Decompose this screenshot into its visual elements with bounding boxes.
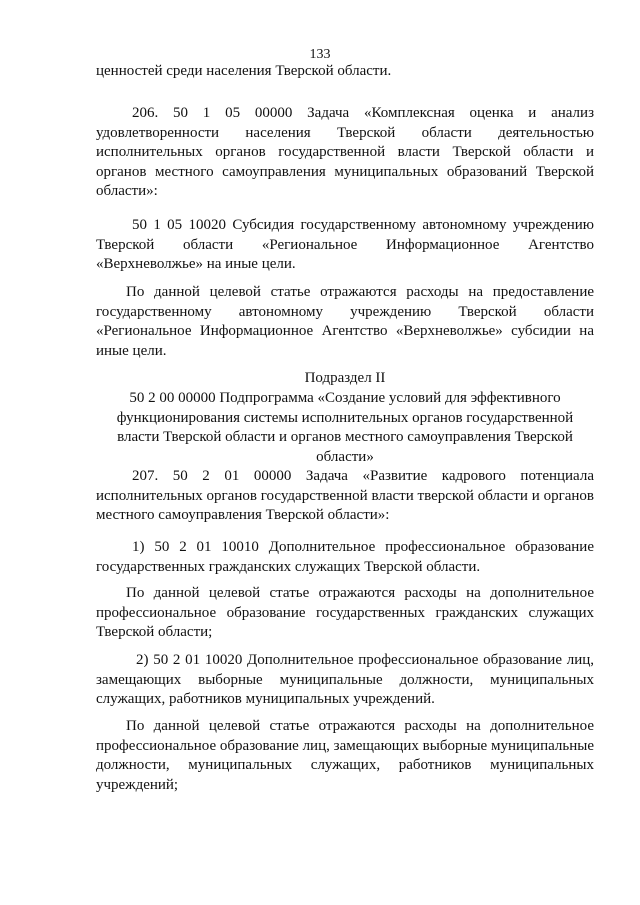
page-number: 133 [309, 47, 331, 62]
paragraph-item-1-description: По данной целевой статье отражаются расходы на дополнительное профессиональное образование государственных гражданских служащих Тверской области; [96, 585, 594, 641]
subprogram-heading: 50 2 00 00000 Подпрограмма «Создание условий для эффективного функционирования системы исполнительных органов государственной власти Тверской области и органов местного самоуправления Тверской области» [116, 390, 574, 465]
paragraph-item-2-description: По данной целевой статье отражаются расходы на дополнительное профессиональное образование лиц, замещающих выборные муниципальные должности, муниципальных служащих, работников муниципальных учреждений; [96, 718, 594, 793]
subsection-heading: Подраздел II [304, 370, 386, 386]
paragraph-item-2: 2) 50 2 01 10020 Дополнительное профессиональное образование лиц, замещающих выборные муниципальные должности, муниципальных служащих, работников муниципальных учреждений. [96, 652, 594, 708]
paragraph-207: 207. 50 2 01 00000 Задача «Развитие кадрового потенциала исполнительных органов государственной власти тверской области и органов местного самоуправления Тверской области»: [96, 468, 594, 524]
paragraph-subsidy-50-1-05-10020: 50 1 05 10020 Субсидия государственному автономному учреждению Тверской области «Региональное Информационное Агентство «Верхневолжье» на иные цели. [96, 217, 594, 273]
paragraph-subsidy-description: По данной целевой статье отражаются расходы на предоставление государственному автономному учреждению Тверской области «Региональное Информационное Агентство «Верхневолжье» субсидии на иные цели. [96, 284, 594, 359]
paragraph-continuation: ценностей среди населения Тверской области. [96, 63, 392, 79]
paragraph-206: 206. 50 1 05 00000 Задача «Комплексная оценка и анализ удовлетворенности населения Тверской области деятельностью исполнительных органов государственной власти Тверской области и органов местного самоуправления муниципальных образований Тверской области»: [96, 105, 594, 200]
paragraph-item-1: 1) 50 2 01 10010 Дополнительное профессиональное образование государственных гражданских служащих Тверской области. [96, 539, 594, 575]
